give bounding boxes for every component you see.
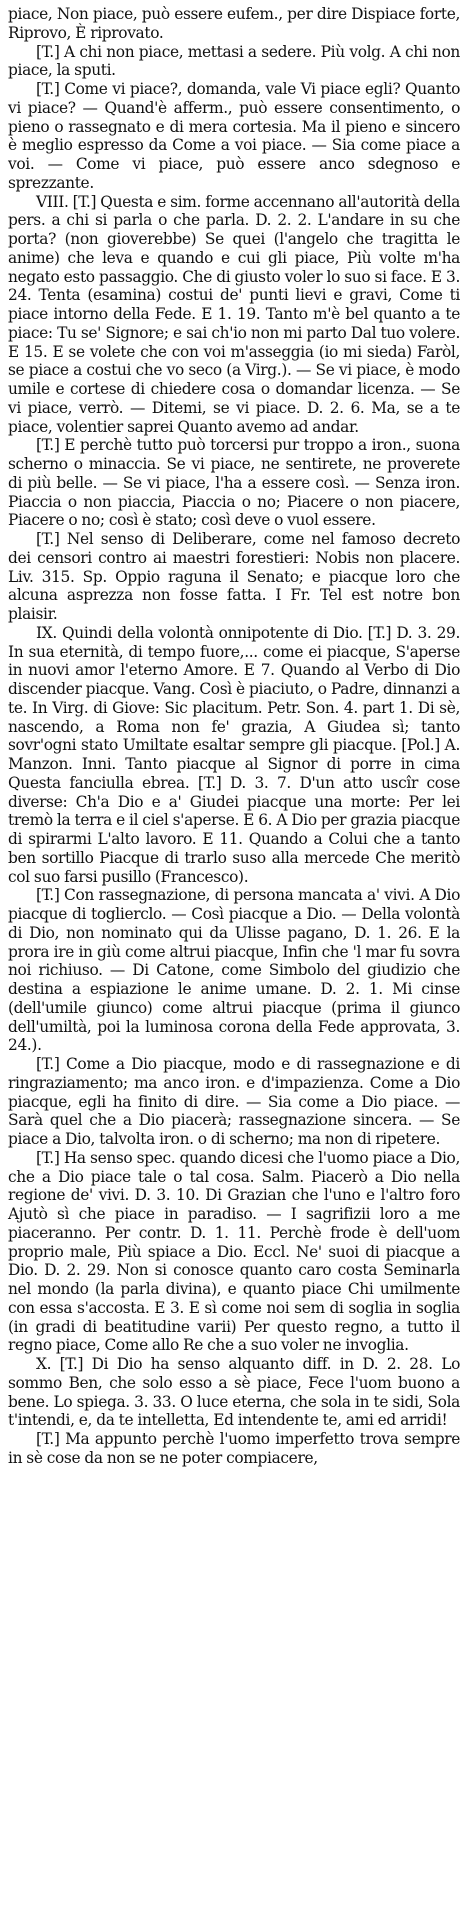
entry-paragraph-come-vi-piace: [T.] Come vi piace?, domanda, vale Vi piace egli? Quanto vi piace? — Quand'è afferm., può essere consentimento, o pieno o rassegnato e di mera cortesia. Ma il pieno e sincero è meglio espresso da Come a voi piace. — Sia come piace a voi. — Come vi piace, può essere anco sdegnoso e sprezzante. [8,80,460,192]
entry-paragraph-deliberare: [T.] Nel senso di Deliberare, come nel famoso decreto dei censori contro ai maestri forestieri: Nobis non placere. Liv. 315. Sp. Oppio raguna il Senato; e piacque loro che alcuna asprezza non fosse fatta. I Fr. Tel est notre bon plaisir. [8,530,460,623]
entry-paragraph-section-viii: VIII. [T.] Questa e sim. forme accennano all'autorità della pers. a chi si parla o che parla. D. 2. 2. L'andare in su che porta? (non gioverebbe) Se quei (l'angelo che tragitta le anime) che leva e quando e cui gli piace, Più volte m'ha negato esto passaggio. Che di giusto voler lo suo si face. E 3. 24. Tenta (esamina) costui de' punti lievi e gravi, Come ti piace intorno della Fede. E 1. 19. Tanto m'è bel quanto a te piace: Tu se' Signore; e sai ch'io non mi parto Dal tuo volere. E 15. E se volete che con voi m'asseggia (io mi sieda) Faròl, se piace a costui che vo seco (a Virg.). — Se vi piace, è modo umile e cortese di chiedere cosa o domandar licenza. — Se vi piace, verrò. — Ditemi, se vi piace. D. 2. 6. Ma, se a te piace, volentier saprei Quanto avemo ad andar. [8,192,460,436]
entry-paragraph-section-ix: IX. Quindi della volontà onnipotente di Dio. [T.] D. 3. 29. In sua eternità, di tempo fuore,... come ei piacque, S'aperse in nuovi amor l'eterno Amore. E 7. Quando al Verbo di Dio discender piacque. Vang. Così è piaciuto, o Padre, dinnanzi a te. In Virg. di Giove: Sic placitum. Petr. Son. 4. part 1. Di sè, nascendo, a Roma non fe' grazia, A Giudea sì; tanto sovr'ogni stato Umiltate esaltar sempre gli piacque. [Pol.] A. Manzon. Inni. Tanto piacque al Signor di porre in cima Questa fanciulla ebrea. [T.] D. 3. 7. D'un atto uscîr cose diverse: Ch'a Dio e a' Giudei piacque una morte: Per lei tremò la terra e il ciel s'aperse. E 6. A Dio per grazia piacque di spirarmi L'alto lavoro. E 11. Quando a Colui che a tanto ben sortillo Piacque di trarlo suso alla mercede Che meritò col suo farsi pusillo (Francesco). [8,623,460,886]
entry-paragraph-piace-eufem: piace, Non piace, può essere eufem., per dire Dispiace forte, Riprovo, È riprovato. [8,5,460,42]
entry-paragraph-rassegnazione: [T.] Con rassegnazione, di persona mancata a' vivi. A Dio piacque di toglierclo. — Così piacque a Dio. — Della volontà di Dio, non nominato qui da Ulisse pagano, D. 1. 26. E la prora ire in giù come altrui piacque, Infin che 'l mar fu sovra noi richiuso. — Di Catone, come Simbolo del giudizio che destina a espiazione le anime umane. D. 2. 1. Mi cinse (dell'umile giunco) come altrui piacque (prima il giunco dell'umiltà, poi la luminosa corona della Fede approvata, 3. 24.). [8,886,460,1055]
entry-paragraph-uomo-imperfetto: [T.] Ma appunto perchè l'uomo imperfetto trova sempre in sè cose da non se ne poter compiacere, [8,1430,460,1467]
entry-paragraph-chi-non-piace: [T.] A chi non piace, mettasi a sedere. Più volg. A chi non piace, la sputi. [8,42,460,80]
entry-paragraph-come-a-dio-piacque: [T.] Come a Dio piacque, modo e di rassegnazione e di ringraziamento; ma anco iron. e d'impazienza. Come a Dio piacque, egli ha finito di dire. — Sia come a Dio piace. — Sarà quel che a Dio piacerà; rassegnazione sincera. — Se piace a Dio, talvolta iron. o di scherno; ma non di ripetere. [8,1055,460,1148]
entry-paragraph-section-x: X. [T.] Di Dio ha senso alquanto diff. in D. 2. 28. Lo sommo Ben, che solo esso a sè piace, Fece l'uom buono a bene. Lo spiega. 3. 33. O luce eterna, che sola in te sidi, Sola t'intendi, e, da te intelletta, Ed intendente te, ami ed arridi! [8,1355,460,1430]
entry-paragraph-ironia: [T.] E perchè tutto può torcersi pur troppo a iron., suona scherno o minaccia. Se vi piace, ne sentirete, ne proverete di più belle. — Se vi piace, l'ha a essere così. — Senza iron. Piaccia o non piaccia, Piaccia o no; Piacere o non piacere, Piacere o no; così è stato; così deve o vuol essere. [8,436,460,530]
entry-paragraph-uomo-piace-a-dio: [T.] Ha senso spec. quando dicesi che l'uomo piace a Dio, che a Dio piace tale o tal cosa. Salm. Piacerò a Dio nella regione de' vivi. D. 3. 10. Di Grazian che l'uno e l'altro foro Ajutò sì che piace in paradiso. — I sagrifizii loro a me piaceranno. Per contr. D. 1. 11. Perchè frode è dell'uom proprio male, Più spiace a Dio. Eccl. Ne' suoi di piacque a Dio. D. 2. 29. Non si conosce quanto caro costa Seminarla nel mondo (la parla divina), e quanto piace Chi umilmente con essa s'accosta. E 3. E sì come noi sem di soglia in soglia (in gradi di beatitudine varii) Per questo regno, a tutto il regno piace, Come allo Re che a suo voler ne invoglia. [8,1148,460,1355]
